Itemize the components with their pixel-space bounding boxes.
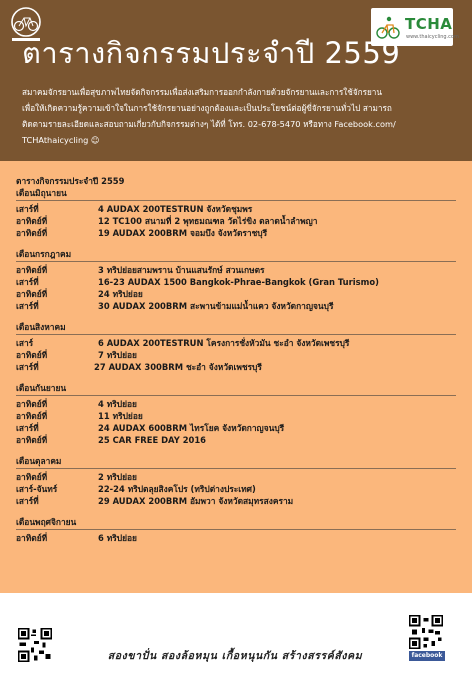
event-day: เสาร์ที่ (16, 423, 39, 433)
event-day: อาทิตย์ที่ (16, 289, 48, 299)
event-detail: 24 AUDAX 600BRM ไทรโยค จังหวัดกาญจนบุรี (98, 423, 285, 433)
divider (16, 468, 456, 469)
event-row (16, 349, 456, 361)
event-detail: 25 CAR FREE DAY 2016 (98, 435, 207, 445)
logo-text: TCHA (405, 15, 453, 33)
event-row (16, 422, 456, 434)
event-row (16, 483, 456, 495)
event-row (16, 434, 456, 446)
event-day: อาทิตย์ที่ (16, 399, 48, 409)
event-detail: 24 ทริปย่อย (98, 289, 143, 299)
event-row (16, 215, 456, 227)
event-day: เสาร์ที่ (16, 362, 39, 372)
event-day: อาทิตย์ที่ (16, 533, 48, 543)
month-november (16, 516, 456, 544)
event-day: เสาร์ (16, 338, 34, 348)
event-day: อาทิตย์ที่ (16, 472, 48, 482)
event-day: อาทิตย์ที่ (16, 216, 48, 226)
event-row (16, 398, 456, 410)
event-day: อาทิตย์ที่ (16, 435, 48, 445)
event-day: เสาร์ที่ (16, 301, 39, 311)
footer-slogan: สองขาปั่น สองล้อหมุน เกื้อหนุนกัน สร้างสรรค์สังคม (107, 650, 363, 662)
divider (16, 334, 456, 335)
month-name: เดือนมิถุนายน (16, 188, 67, 198)
event-day: เสาร์-จันทร์ (16, 484, 58, 494)
schedule-title: ตารางกิจกรรมประจำปี 2559 (16, 176, 125, 186)
event-day: เสาร์ที่ (16, 496, 39, 506)
event-row (16, 276, 456, 288)
event-detail: 6 AUDAX 200TESTRUN โครงการชั่งหัวมัน ชะอำ จังหวัดเพชรบุรี (98, 338, 350, 348)
intro-line: เพื่อให้เกิดความรู้ความเข้าใจในการใช้จักรยานอย่างถูกต้องและเป็นประโยชน์ต่อผู้ขี่จักรยานทั่วไป สามารถ (22, 103, 392, 113)
event-detail: 3 ทริปย่อยสามพราน บ้านแสนรักษ์ สวนเกษตร (98, 265, 265, 275)
event-day: อาทิตย์ที่ (16, 350, 48, 360)
event-row (16, 300, 456, 312)
event-day: อาทิตย์ที่ (16, 228, 48, 238)
event-detail: 4 ทริปย่อย (98, 399, 137, 409)
event-row (16, 227, 456, 239)
month-october (16, 455, 456, 507)
event-row (16, 288, 456, 300)
event-row (16, 203, 456, 215)
divider (16, 200, 456, 201)
event-day: เสาร์ที่ (16, 277, 39, 287)
event-detail: 7 ทริปย่อย (98, 350, 137, 360)
facebook-badge: facebook (409, 651, 445, 661)
event-row (16, 337, 456, 349)
event-detail: 4 AUDAX 200TESTRUN จังหวัดชุมพร (98, 204, 253, 214)
divider (16, 395, 456, 396)
qr-code-icon (409, 615, 443, 649)
qr-code-icon (18, 628, 52, 662)
divider (16, 529, 456, 530)
event-detail: 22-24 ทริปตลุยสิงคโปร (ทริปต่างประเทศ) (98, 484, 256, 494)
month-name: เดือนกรกฎาคม (16, 249, 72, 259)
event-detail: 2 ทริปย่อย (98, 472, 137, 482)
logo-url: www.thaicycling.com (406, 34, 459, 40)
intro-line: ติดตามรายละเอียดและสอบถามเกี่ยวกับกิจกรรมต่างๆ ได้ที่ โทร. 02-678-5470 หรือทาง Facebook.com/ (22, 119, 396, 129)
header-banner (0, 0, 472, 161)
intro-line: TCHAthaicycling ☺ (22, 135, 100, 145)
event-row (16, 264, 456, 276)
event-day: อาทิตย์ที่ (16, 265, 48, 275)
event-day: อาทิตย์ที่ (16, 411, 48, 421)
event-detail: 30 AUDAX 200BRM สะพานข้ามแม่น้ำแคว จังหวัดกาญจนบุรี (98, 301, 334, 311)
event-day: เสาร์ที่ (16, 204, 39, 214)
month-september (16, 382, 456, 446)
event-detail: 12 TC100 สนามที่ 2 พุทธมณฑล วัดไร่ขิง ตลาดน้ำลำพญา (98, 216, 318, 226)
event-detail: 16-23 AUDAX 1500 Bangkok-Phrae-Bangkok (Gran Turismo) (98, 277, 379, 287)
page-title: ตารางกิจกรรมประจำปี 2559 (22, 36, 401, 70)
event-detail: 27 AUDAX 300BRM ชะอำ จังหวัดเพชรบุรี (94, 362, 262, 372)
event-detail: 19 AUDAX 200BRM จอมบึง จังหวัดราชบุรี (98, 228, 268, 238)
event-detail: 11 ทริปย่อย (98, 411, 143, 421)
month-name: เดือนพฤศจิกายน (16, 517, 77, 527)
event-detail: 6 ทริปย่อย (98, 533, 137, 543)
month-june (16, 187, 456, 239)
divider (16, 261, 456, 262)
event-row (16, 532, 456, 544)
month-name: เดือนกันยายน (16, 383, 67, 393)
month-august (16, 321, 456, 373)
month-name: เดือนตุลาคม (16, 456, 62, 466)
month-name: เดือนสิงหาคม (16, 322, 66, 332)
intro-paragraph (22, 84, 450, 148)
intro-line: สมาคมจักรยานเพื่อสุขภาพไทยจัดกิจกรรมเพื่อส่งเสริมการออกกำลังกายด้วยจักรยานและการใช้จักรยาน (22, 87, 383, 97)
event-detail: 29 AUDAX 200BRM อัมพวา จังหวัดสมุทรสงคราม (98, 496, 294, 506)
event-row (16, 495, 456, 507)
month-july (16, 248, 456, 312)
event-row (16, 471, 456, 483)
event-row (16, 410, 456, 422)
event-row (16, 361, 456, 373)
schedule-list (16, 175, 456, 553)
